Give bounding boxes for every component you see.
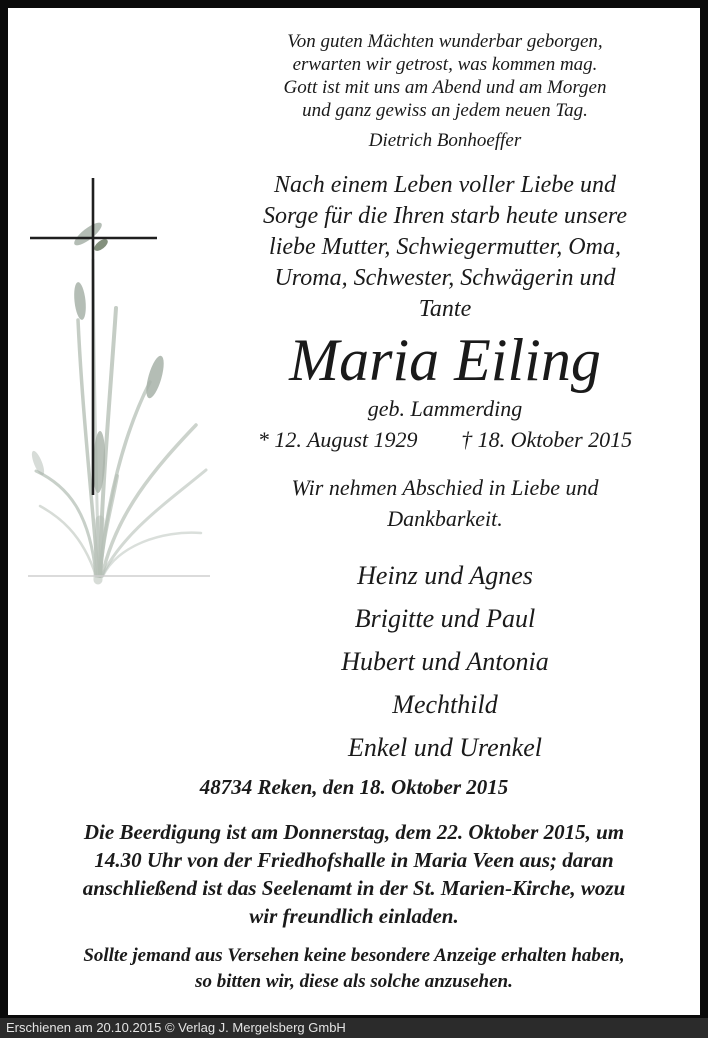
death-notice-card: [8, 8, 700, 1015]
funeral-line: Die Beerdigung ist am Donnerstag, dem 22. Oktober 2015, um: [83, 820, 625, 844]
mourner-entry: Hubert und Antonia: [341, 647, 549, 676]
announcement-line: Uroma, Schwester, Schwägerin und: [274, 265, 616, 291]
quote-line: erwarten wir getrost, was kommen mag.: [292, 54, 598, 75]
funeral-line: 14.30 Uhr von der Friedhofshalle in Maria Veen aus; daran: [94, 848, 614, 872]
publisher-footer: Erschienen am 20.10.2015 © Verlag J. Mergelsberg GmbH: [0, 1018, 708, 1038]
quote-line: Von guten Mächten wunderbar geborgen,: [287, 31, 603, 52]
announcement-line: liebe Mutter, Schwiegermutter, Oma,: [269, 234, 621, 260]
farewell-statement: [190, 472, 700, 534]
mourners-list: [190, 554, 700, 769]
life-dates: [190, 427, 700, 453]
mourner-entry: Heinz und Agnes: [357, 561, 533, 590]
cross-and-grass-illustration: [20, 168, 215, 586]
announcement-line: Sorge für die Ihren starb heute unsere: [263, 203, 627, 229]
funeral-details: [8, 818, 700, 930]
mourner-entry: Brigitte und Paul: [354, 604, 536, 633]
place-and-date: 48734 Reken, den 18. Oktober 2015: [199, 775, 509, 799]
quote-line: Gott ist mit uns am Abend und am Morgen: [283, 77, 607, 98]
notice-line: so bitten wir, diese als solche anzusehen.: [195, 971, 513, 992]
announcement-line: Tante: [418, 296, 472, 322]
funeral-line: anschließend ist das Seelenamt in der St. Marien-Kirche, wozu: [82, 876, 626, 900]
birth-date: * 12. August 1929: [257, 427, 418, 452]
death-date: † 18. Oktober 2015: [461, 427, 633, 452]
deceased-name: Maria Eiling: [289, 327, 601, 393]
quote-line: und ganz gewiss an jedem neuen Tag.: [302, 100, 588, 121]
maiden-name: geb. Lammerding: [367, 396, 523, 421]
farewell-line: Wir nehmen Abschied in Liebe und: [291, 475, 599, 500]
opening-quote: [190, 30, 700, 152]
funeral-line: wir freundlich einladen.: [249, 904, 459, 928]
notice-line: Sollte jemand aus Versehen keine besondere Anzeige erhalten haben,: [83, 945, 625, 966]
announcement-line: Nach einem Leben voller Liebe und: [274, 172, 616, 198]
mourner-entry: Mechthild: [392, 690, 498, 719]
farewell-line: Dankbarkeit.: [387, 506, 503, 531]
death-announcement: [190, 170, 700, 325]
quote-attribution: Dietrich Bonhoeffer: [368, 130, 522, 151]
closing-notice: [8, 943, 700, 995]
mourner-entry: Enkel und Urenkel: [348, 733, 542, 762]
